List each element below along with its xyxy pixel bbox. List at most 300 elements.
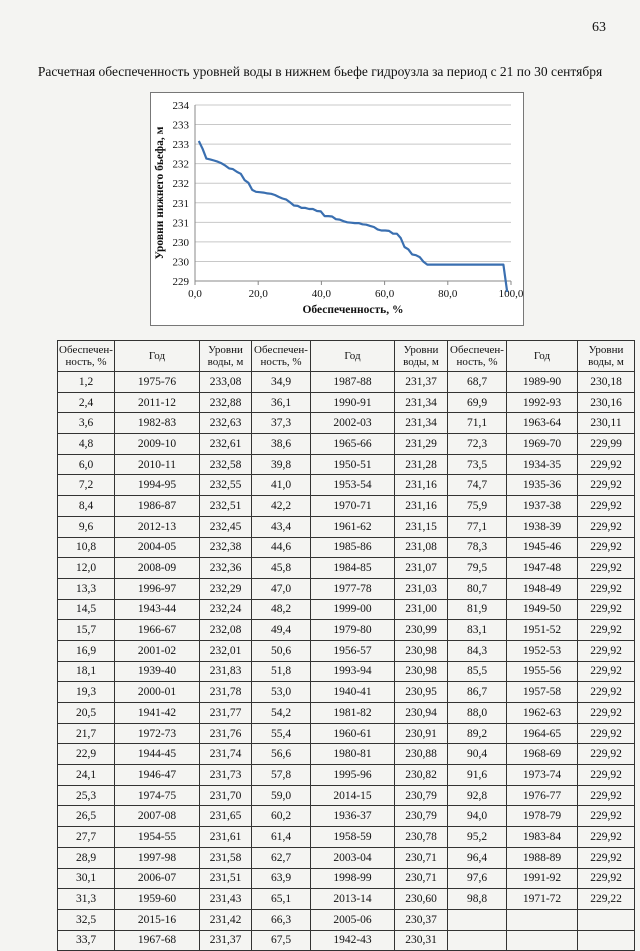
table-cell: 53,0: [252, 682, 311, 703]
table-cell: 229,92: [578, 827, 635, 848]
table-cell: [507, 930, 578, 951]
table-cell: 14,5: [58, 599, 115, 620]
table-row: [58, 868, 635, 889]
table-cell: 43,4: [252, 516, 311, 537]
table-cell: 231,34: [395, 413, 448, 434]
table-cell: [578, 909, 635, 930]
table-cell: 21,7: [58, 723, 115, 744]
table-cell: 1987-88: [311, 372, 395, 393]
table-cell: 1994-95: [115, 475, 200, 496]
table-cell: 2002-03: [311, 413, 395, 434]
table-cell: 1972-73: [115, 723, 200, 744]
table-cell: 230,79: [395, 785, 448, 806]
table-cell: 30,1: [58, 868, 115, 889]
table-row: [58, 578, 635, 599]
table-cell: 73,5: [448, 454, 507, 475]
table-cell: 2010-11: [115, 454, 200, 475]
table-cell: 34,9: [252, 372, 311, 393]
table-cell: 233,08: [200, 372, 252, 393]
table-cell: 230,98: [395, 661, 448, 682]
table-cell: 230,94: [395, 703, 448, 724]
table-cell: 230,88: [395, 744, 448, 765]
table-cell: 1971-72: [507, 889, 578, 910]
table-cell: 2011-12: [115, 392, 200, 413]
y-axis-title: Уровни нижнего бьефа, м: [154, 126, 166, 260]
table-cell: 15,7: [58, 620, 115, 641]
table-cell: 1940-41: [311, 682, 395, 703]
table-cell: 1973-74: [507, 765, 578, 786]
y-tick-label: 233: [172, 139, 189, 152]
table-cell: 1957-58: [507, 682, 578, 703]
table-cell: 2007-08: [115, 806, 200, 827]
y-tick-label: 232: [172, 178, 189, 191]
table-cell: 50,6: [252, 640, 311, 661]
table-cell: 67,5: [252, 930, 311, 951]
table-cell: 229,92: [578, 806, 635, 827]
table-cell: 229,92: [578, 454, 635, 475]
table-cell: 57,8: [252, 765, 311, 786]
table-cell: 230,16: [578, 392, 635, 413]
table-cell: 229,92: [578, 703, 635, 724]
table-cell: 230,37: [395, 909, 448, 930]
table-cell: 1985-86: [311, 537, 395, 558]
table-cell: 13,3: [58, 578, 115, 599]
table-row: [58, 599, 635, 620]
table-cell: 6,0: [58, 454, 115, 475]
table-cell: 1941-42: [115, 703, 200, 724]
table-cell: 89,2: [448, 723, 507, 744]
table-cell: 31,3: [58, 889, 115, 910]
table-cell: 1951-52: [507, 620, 578, 641]
table-cell: 74,7: [448, 475, 507, 496]
table-cell: 60,2: [252, 806, 311, 827]
header-cell: Год: [507, 341, 578, 372]
table-cell: 1937-38: [507, 496, 578, 517]
table-cell: 1946-47: [115, 765, 200, 786]
table-cell: 61,4: [252, 827, 311, 848]
table-cell: 1949-50: [507, 599, 578, 620]
table-cell: 231,74: [200, 744, 252, 765]
table-row: [58, 661, 635, 682]
table-cell: 231,51: [200, 868, 252, 889]
table-cell: 2012-13: [115, 516, 200, 537]
table-cell: 229,92: [578, 765, 635, 786]
table-cell: 1954-55: [115, 827, 200, 848]
table-cell: 90,4: [448, 744, 507, 765]
table-cell: 97,6: [448, 868, 507, 889]
table-cell: 68,7: [448, 372, 507, 393]
table-cell: 75,9: [448, 496, 507, 517]
header-cell: Год: [115, 341, 200, 372]
table-cell: 229,92: [578, 475, 635, 496]
table-cell: 55,4: [252, 723, 311, 744]
table-cell: 231,37: [395, 372, 448, 393]
table-cell: 230,91: [395, 723, 448, 744]
table-cell: 38,6: [252, 434, 311, 455]
table-cell: 230,18: [578, 372, 635, 393]
table-cell: 229,92: [578, 785, 635, 806]
table-cell: 1983-84: [507, 827, 578, 848]
table-cell: 231,28: [395, 454, 448, 475]
header-cell: Уровни воды, м: [395, 341, 448, 372]
table-cell: 229,92: [578, 723, 635, 744]
table-cell: 2001-02: [115, 640, 200, 661]
table-cell: 229,92: [578, 496, 635, 517]
table-cell: 1999-00: [311, 599, 395, 620]
table-cell: 1943-44: [115, 599, 200, 620]
table-cell: 18,1: [58, 661, 115, 682]
x-tick-label: 80,0: [438, 288, 458, 300]
table-cell: 231,58: [200, 847, 252, 868]
table-cell: 10,8: [58, 537, 115, 558]
table-cell: 2013-14: [311, 889, 395, 910]
table-cell: 1995-96: [311, 765, 395, 786]
table-cell: 230,60: [395, 889, 448, 910]
table-cell: 86,7: [448, 682, 507, 703]
header-cell: Обеспечен-ность, %: [448, 341, 507, 372]
table-row: [58, 392, 635, 413]
table-cell: 2003-04: [311, 847, 395, 868]
table-cell: 230,79: [395, 806, 448, 827]
table-cell: 1961-62: [311, 516, 395, 537]
table-cell: 1980-81: [311, 744, 395, 765]
table-cell: 39,8: [252, 454, 311, 475]
table-cell: 231,16: [395, 496, 448, 517]
table-cell: 69,9: [448, 392, 507, 413]
table-cell: 1997-98: [115, 847, 200, 868]
table-cell: 232,36: [200, 558, 252, 579]
table-cell: 20,5: [58, 703, 115, 724]
table-cell: 28,9: [58, 847, 115, 868]
table-cell: 1945-46: [507, 537, 578, 558]
table-cell: 37,3: [252, 413, 311, 434]
table-cell: 231,78: [200, 682, 252, 703]
table-cell: 71,1: [448, 413, 507, 434]
table-cell: 1959-60: [115, 889, 200, 910]
table-row: [58, 806, 635, 827]
table-cell: 1955-56: [507, 661, 578, 682]
table-cell: 232,01: [200, 640, 252, 661]
table-cell: 98,8: [448, 889, 507, 910]
table-cell: 47,0: [252, 578, 311, 599]
table-cell: 1968-69: [507, 744, 578, 765]
header-cell: Обеспечен-ность, %: [252, 341, 311, 372]
table-cell: 65,1: [252, 889, 311, 910]
table-row: [58, 475, 635, 496]
table-cell: 8,4: [58, 496, 115, 517]
table-cell: 2009-10: [115, 434, 200, 455]
table-cell: 231,70: [200, 785, 252, 806]
table-cell: 92,8: [448, 785, 507, 806]
table-cell: 1969-70: [507, 434, 578, 455]
table-cell: 1996-97: [115, 578, 200, 599]
x-tick-label: 40,0: [311, 288, 332, 300]
x-tick-label: 0,0: [188, 288, 202, 300]
table-cell: [578, 930, 635, 951]
table-row: [58, 827, 635, 848]
table-cell: 231,77: [200, 703, 252, 724]
table-cell: 230,95: [395, 682, 448, 703]
table-cell: 229,92: [578, 744, 635, 765]
table-row: [58, 889, 635, 910]
table-cell: 230,98: [395, 640, 448, 661]
table-cell: 1958-59: [311, 827, 395, 848]
x-axis-title: Обеспеченность, %: [302, 304, 404, 316]
table-cell: 1974-75: [115, 785, 200, 806]
table-cell: 1984-85: [311, 558, 395, 579]
document-title: Расчетная обеспеченность уровней воды в нижнем бьефе гидроузла за период с 21 по 30 сентября: [37, 64, 603, 79]
table-cell: 24,1: [58, 765, 115, 786]
table-cell: 1960-61: [311, 723, 395, 744]
table-row: [58, 537, 635, 558]
table-cell: 230,78: [395, 827, 448, 848]
table-cell: 231,08: [395, 537, 448, 558]
table-row: [58, 703, 635, 724]
table-cell: 1976-77: [507, 785, 578, 806]
table-cell: 84,3: [448, 640, 507, 661]
table-cell: 78,3: [448, 537, 507, 558]
table-cell: 62,7: [252, 847, 311, 868]
table-cell: 42,2: [252, 496, 311, 517]
table-cell: 94,0: [448, 806, 507, 827]
table-cell: 230,11: [578, 413, 635, 434]
table-cell: 229,92: [578, 516, 635, 537]
table-cell: 230,82: [395, 765, 448, 786]
table-header-row: [58, 341, 635, 372]
table-cell: 4,8: [58, 434, 115, 455]
table-cell: 1992-93: [507, 392, 578, 413]
table-cell: 88,0: [448, 703, 507, 724]
water-level-duration-chart: [151, 93, 523, 325]
table-cell: 1966-67: [115, 620, 200, 641]
table-row: [58, 682, 635, 703]
table-cell: 32,5: [58, 909, 115, 930]
table-cell: 1993-94: [311, 661, 395, 682]
table-cell: 229,92: [578, 578, 635, 599]
table-row: [58, 413, 635, 434]
table-cell: 232,61: [200, 434, 252, 455]
table-cell: 1962-63: [507, 703, 578, 724]
table-cell: 2008-09: [115, 558, 200, 579]
table-cell: 232,63: [200, 413, 252, 434]
table-cell: 232,55: [200, 475, 252, 496]
table-cell: 96,4: [448, 847, 507, 868]
table-cell: 63,9: [252, 868, 311, 889]
table-cell: 231,76: [200, 723, 252, 744]
table-row: [58, 372, 635, 393]
table-cell: 1989-90: [507, 372, 578, 393]
table-cell: 1936-37: [311, 806, 395, 827]
table-cell: 81,9: [448, 599, 507, 620]
table-cell: 1967-68: [115, 930, 200, 951]
table-cell: 7,2: [58, 475, 115, 496]
table-cell: 229,92: [578, 620, 635, 641]
table-cell: 54,2: [252, 703, 311, 724]
page-number: 63: [592, 20, 606, 35]
table-cell: 16,9: [58, 640, 115, 661]
table-cell: 27,7: [58, 827, 115, 848]
table-cell: 232,45: [200, 516, 252, 537]
table-cell: 72,3: [448, 434, 507, 455]
table-cell: 9,6: [58, 516, 115, 537]
table-cell: 230,31: [395, 930, 448, 951]
table-cell: 229,92: [578, 599, 635, 620]
table-cell: 44,6: [252, 537, 311, 558]
y-tick-label: 229: [172, 276, 189, 288]
table-row: [58, 620, 635, 641]
table-cell: 231,83: [200, 661, 252, 682]
table-cell: 12,0: [58, 558, 115, 579]
table-row: [58, 496, 635, 517]
table-cell: 1948-49: [507, 578, 578, 599]
y-tick-label: 232: [172, 158, 189, 171]
table-cell: 1970-71: [311, 496, 395, 517]
table-cell: 1981-82: [311, 703, 395, 724]
table-cell: 51,8: [252, 661, 311, 682]
table-cell: 2014-15: [311, 785, 395, 806]
y-tick-label: 233: [172, 119, 189, 132]
header-cell: Уровни воды, м: [200, 341, 252, 372]
table-cell: 33,7: [58, 930, 115, 951]
table-cell: [448, 930, 507, 951]
table-cell: 19,3: [58, 682, 115, 703]
table-cell: 231,07: [395, 558, 448, 579]
table-cell: 231,34: [395, 392, 448, 413]
table-row: [58, 454, 635, 475]
table-cell: 48,2: [252, 599, 311, 620]
x-tick-label: 20,0: [248, 288, 268, 300]
table-cell: 79,5: [448, 558, 507, 579]
table-cell: 1942-43: [311, 930, 395, 951]
table-cell: 26,5: [58, 806, 115, 827]
table-cell: 1939-40: [115, 661, 200, 682]
table-cell: [448, 909, 507, 930]
table-cell: 231,03: [395, 578, 448, 599]
table-cell: 232,29: [200, 578, 252, 599]
data-table: [57, 340, 635, 951]
chart-area: [150, 92, 524, 326]
table-cell: 229,99: [578, 434, 635, 455]
table-cell: 231,73: [200, 765, 252, 786]
table-cell: 56,6: [252, 744, 311, 765]
table-cell: 1979-80: [311, 620, 395, 641]
table-cell: 229,22: [578, 889, 635, 910]
table-cell: 1977-78: [311, 578, 395, 599]
table-cell: 1988-89: [507, 847, 578, 868]
table-row: [58, 847, 635, 868]
table-cell: 45,8: [252, 558, 311, 579]
table-cell: 232,24: [200, 599, 252, 620]
table-cell: 229,92: [578, 640, 635, 661]
table-cell: [507, 909, 578, 930]
header-cell: Обеспечен-ность, %: [58, 341, 115, 372]
table-cell: 1965-66: [311, 434, 395, 455]
table-row: [58, 785, 635, 806]
x-tick-label: 60,0: [374, 288, 395, 300]
table-cell: 1935-36: [507, 475, 578, 496]
table-row: [58, 765, 635, 786]
table-cell: 230,71: [395, 868, 448, 889]
table-cell: 49,4: [252, 620, 311, 641]
table-cell: 229,92: [578, 847, 635, 868]
table-row: [58, 909, 635, 930]
table-cell: 41,0: [252, 475, 311, 496]
table-cell: 1978-79: [507, 806, 578, 827]
table-cell: 232,38: [200, 537, 252, 558]
table-row: [58, 640, 635, 661]
table-cell: 1963-64: [507, 413, 578, 434]
table-cell: 2006-07: [115, 868, 200, 889]
table-cell: 229,92: [578, 537, 635, 558]
table-cell: 231,15: [395, 516, 448, 537]
table-cell: 230,71: [395, 847, 448, 868]
header-cell: Уровни воды, м: [578, 341, 635, 372]
table-cell: 232,51: [200, 496, 252, 517]
table-cell: 85,5: [448, 661, 507, 682]
table-cell: 91,6: [448, 765, 507, 786]
table-cell: 232,88: [200, 392, 252, 413]
table-cell: 22,9: [58, 744, 115, 765]
y-tick-label: 230: [172, 236, 189, 249]
table-cell: 2015-16: [115, 909, 200, 930]
table-cell: 231,61: [200, 827, 252, 848]
table-cell: 1986-87: [115, 496, 200, 517]
table-cell: 232,58: [200, 454, 252, 475]
table-row: [58, 744, 635, 765]
table-cell: 231,00: [395, 599, 448, 620]
table-cell: 231,37: [200, 930, 252, 951]
table-cell: 1952-53: [507, 640, 578, 661]
table-cell: 59,0: [252, 785, 311, 806]
table-cell: 3,6: [58, 413, 115, 434]
table-cell: 83,1: [448, 620, 507, 641]
table-cell: 231,16: [395, 475, 448, 496]
table-cell: 2,4: [58, 392, 115, 413]
table-row: [58, 558, 635, 579]
table-cell: 36,1: [252, 392, 311, 413]
table-cell: 1964-65: [507, 723, 578, 744]
table-cell: 1982-83: [115, 413, 200, 434]
table-cell: 66,3: [252, 909, 311, 930]
table-cell: 229,92: [578, 868, 635, 889]
table-cell: 1947-48: [507, 558, 578, 579]
table-cell: 1950-51: [311, 454, 395, 475]
table-cell: 231,43: [200, 889, 252, 910]
table-cell: 232,08: [200, 620, 252, 641]
table-cell: 1934-35: [507, 454, 578, 475]
header-cell: Год: [311, 341, 395, 372]
y-tick-label: 231: [172, 197, 189, 210]
table-cell: 230,99: [395, 620, 448, 641]
table-row: [58, 930, 635, 951]
table-cell: 1953-54: [311, 475, 395, 496]
y-tick-label: 230: [172, 256, 189, 269]
table-cell: 231,65: [200, 806, 252, 827]
table-cell: 229,92: [578, 682, 635, 703]
table-cell: 1938-39: [507, 516, 578, 537]
table-cell: 80,7: [448, 578, 507, 599]
table-cell: 1944-45: [115, 744, 200, 765]
table-body: [58, 372, 635, 951]
table-row: [58, 516, 635, 537]
table-cell: 2000-01: [115, 682, 200, 703]
y-tick-label: 234: [172, 100, 189, 112]
table-cell: 2004-05: [115, 537, 200, 558]
y-tick-label: 231: [172, 217, 189, 230]
table-cell: 1,2: [58, 372, 115, 393]
table-cell: 1991-92: [507, 868, 578, 889]
table-row: [58, 723, 635, 744]
